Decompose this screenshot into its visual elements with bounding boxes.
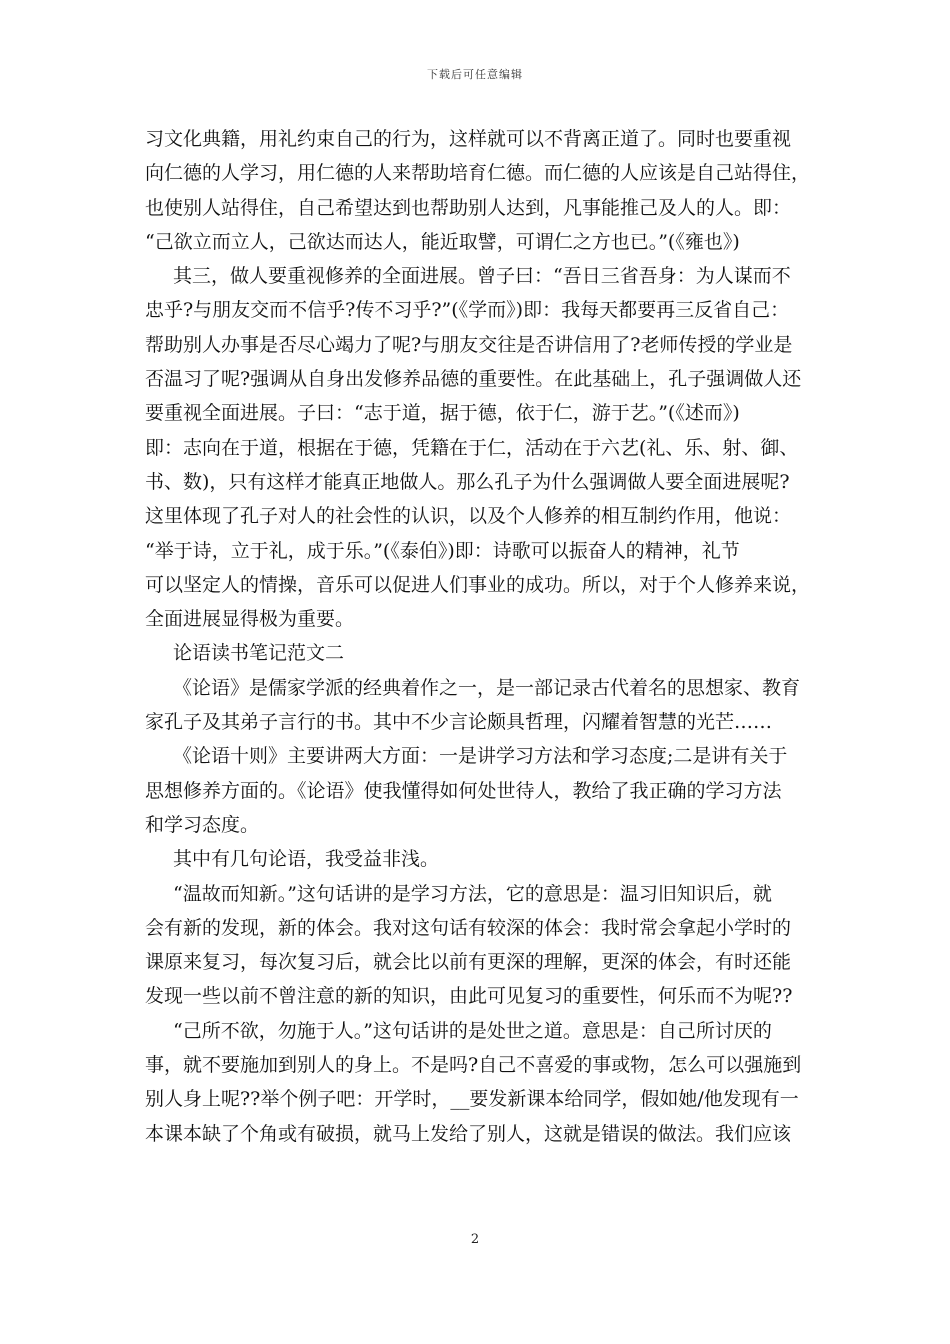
text-line: 会有新的发现，新的体会。我对这句话有较深的体会：我时常会拿起小学时的 xyxy=(145,916,792,939)
text-line: 家孔子及其弟子言行的书。其中不少言论颇具哲理，闪耀着智慧的光芒…… xyxy=(145,711,773,734)
text-line: 全面进展显得极为重要。 xyxy=(145,608,355,631)
text-line: 其中有几句论语，我受益非浅。 xyxy=(173,848,440,871)
text-line: 帮助别人办事是否尽心竭力了呢?与朋友交往是否讲信用了?老师传授的学业是 xyxy=(145,333,793,356)
text-line: 《论语十则》主要讲两大方面：一是讲学习方法和学习态度;二是讲有关于 xyxy=(173,745,788,768)
text-line: 课原来复习，每次复习后，就会比以前有更深的理解，更深的体会，有时还能 xyxy=(145,951,792,974)
text-line: 向仁德的人学习，用仁德的人来帮助培育仁德。而仁德的人应该是自己站得住， xyxy=(145,162,810,185)
text-line: “温故而知新。”这句话讲的是学习方法，它的意思是：温习旧知识后，就 xyxy=(173,882,772,905)
text-line: 事，就不要施加到别人的身上。不是吗?自己不喜爱的事或物，怎么可以强施到 xyxy=(145,1054,802,1077)
text-line: 这里体现了孔子对人的社会性的认识，以及个人修养的相互制约作用，他说： xyxy=(145,505,792,528)
text-line: 本课本缺了个角或有破损，就马上发给了别人，这就是错误的做法。我们应该 xyxy=(145,1122,792,1145)
text-line: 发现一些以前不曾注意的新的知识，由此可见复习的重要性，何乐而不为呢?? xyxy=(145,985,793,1008)
text-line: 习文化典籍，用礼约束自己的行为，这样就可以不背离正道了。同时也要重视 xyxy=(145,128,792,150)
text-line: 和学习态度。 xyxy=(145,813,260,836)
text-line: 其三，做人要重视修养的全面进展。曾子曰：“吾日三省吾身：为人谋而不 xyxy=(173,265,791,288)
text-line: 否温习了呢?强调从自身出发修养品德的重要性。在此基础上，孔子强调做人还 xyxy=(145,368,802,391)
text-line: 论语读书笔记范文二 xyxy=(173,642,345,665)
text-line: 也使别人站得住，自己希望达到也帮助别人达到，凡事能推己及人的人。即： xyxy=(145,196,792,219)
text-line: “己欲立而立人，己欲达而达人，能近取譬，可谓仁之方也已。”(《雍也》) xyxy=(145,230,740,253)
text-line: 忠乎?与朋友交而不信乎?传不习乎?”(《学而》)即：我每天都要再三反省自己： xyxy=(145,299,790,322)
page-header: 下载后可任意编辑 xyxy=(427,68,523,81)
page-number: 2 xyxy=(470,1232,480,1247)
text-line: 别人身上呢??举个例子吧：开学时，__要发新课本给同学，假如她/他发现有一 xyxy=(145,1088,799,1111)
text-line: “举于诗，立于礼，成于乐。”(《泰伯》)即：诗歌可以振奋人的精神，礼节 xyxy=(145,539,740,562)
text-line: 书、数)，只有这样才能真正地做人。那么孔子为什么强调做人要全面进展呢? xyxy=(145,470,790,493)
text-line: 《论语》是儒家学派的经典着作之一，是一部记录古代着名的思想家、教育 xyxy=(173,676,801,699)
document-body xyxy=(145,122,810,1151)
text-line: 即：志向在于道，根据在于德，凭籍在于仁，活动在于六艺(礼、乐、射、御、 xyxy=(145,436,799,459)
text-line: 要重视全面进展。子曰：“志于道，据于德，依于仁，游于艺。”(《述而》) xyxy=(145,402,740,425)
text-line: “己所不欲，勿施于人。”这句话讲的是处世之道。意思是：自己所讨厌的 xyxy=(173,1019,772,1042)
text-line: 可以坚定人的情操，音乐可以促进人们事业的成功。所以，对于个人修养来说， xyxy=(145,573,810,596)
text-line: 思想修养方面的。《论语》使我懂得如何处世待人，教给了我正确的学习方法 xyxy=(145,779,782,802)
